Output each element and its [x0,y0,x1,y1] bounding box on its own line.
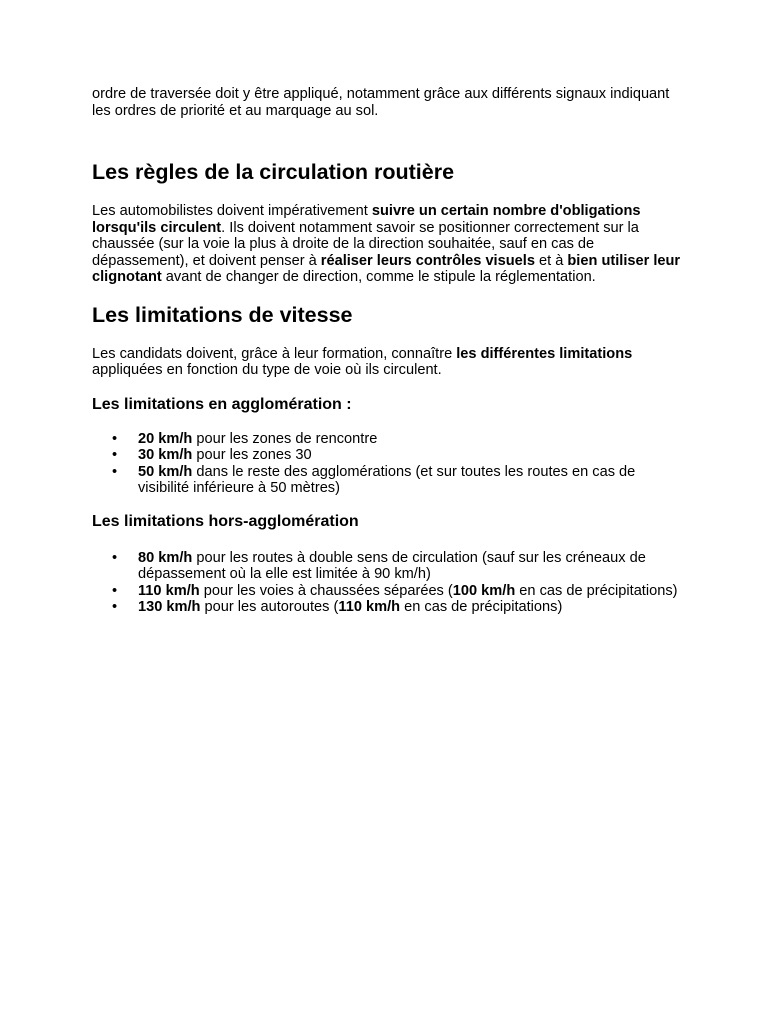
text-segment: et à [534,252,568,269]
heading-limitations-agglomeration: Les limitations en agglomération : [92,395,352,413]
text-segment: Les automobilistes doivent impérativement [92,203,372,219]
intro-paragraph [92,86,682,119]
text-segment: appliquées en fonction du type de voie où ils circulent. [92,362,442,378]
speed-value: 80 km/h [138,549,193,566]
list-item [92,583,682,600]
list-item [92,550,682,583]
list-item [92,431,682,448]
item-text: pour les routes à double sens de circulation (sauf sur les créneaux de dépassement où la elle est limitée à 90 km/h) [138,549,646,582]
bullet-icon: • [112,430,118,447]
text-segment: . Ils doivent notamment savoir se positionner correctement sur la chaussée (sur la voie la plus à droite de la direction souhaitée, sauf en cas de dépassement), et doivent penser à [92,219,639,269]
bullet-icon: • [112,582,118,599]
speed-value: 50 km/h [138,463,193,480]
list-agglomeration [92,431,682,497]
heading-limitations-vitesse: Les limitations de vitesse [92,302,353,327]
bullet-icon: • [112,599,118,615]
bold-segment: réaliser leurs contrôles visuels [320,252,535,269]
paragraph-vitesse [92,346,682,379]
speed-value: 20 km/h [138,430,193,447]
bullet-icon: • [112,447,118,463]
item-text: dans le reste des agglomérations (et sur toutes les routes en cas de visibilité inférieure à 50 mètres) [138,463,636,496]
speed-value-secondary: 110 km/h [338,599,401,615]
bold-segment: les différentes limitations [456,345,633,362]
item-text: pour les zones de rencontre [192,430,378,447]
paragraph-regles [92,203,682,286]
item-text: pour les voies à chaussées séparées ( [199,582,453,599]
speed-value: 130 km/h [138,599,201,615]
speed-value: 30 km/h [138,447,193,463]
speed-value-secondary: 100 km/h [452,582,516,599]
heading-regles-circulation: Les règles de la circulation routière [92,160,455,184]
heading-limitations-hors-agglomeration: Les limitations hors-agglomération [92,512,359,530]
list-item [92,599,682,616]
item-text-secondary: en cas de précipitations) [515,582,678,599]
list-item [92,464,682,497]
bullet-icon: • [112,549,118,566]
list-hors-agglomeration [92,550,682,616]
bullet-icon: • [112,463,118,480]
text-segment: avant de changer de direction, comme le stipule la réglementation. [161,269,596,285]
bold-segment: suivre un certain nombre d'obligations lorsqu'ils circulent [92,203,641,236]
text-segment: Les candidats doivent, grâce à leur formation, connaître [92,345,457,362]
speed-value: 110 km/h [138,582,200,599]
item-text: pour les zones 30 [192,447,312,463]
item-text: pour les autoroutes ( [200,599,339,615]
bold-segment: bien utiliser leur clignotant [92,252,681,285]
document-page [92,86,682,616]
list-item [92,447,682,464]
intro-text: ordre de traversée doit y être appliqué, notamment grâce aux différents signaux indiquant les ordres de priorité et au marquage au sol. [92,86,670,119]
item-text-secondary: en cas de précipitations) [400,599,563,615]
